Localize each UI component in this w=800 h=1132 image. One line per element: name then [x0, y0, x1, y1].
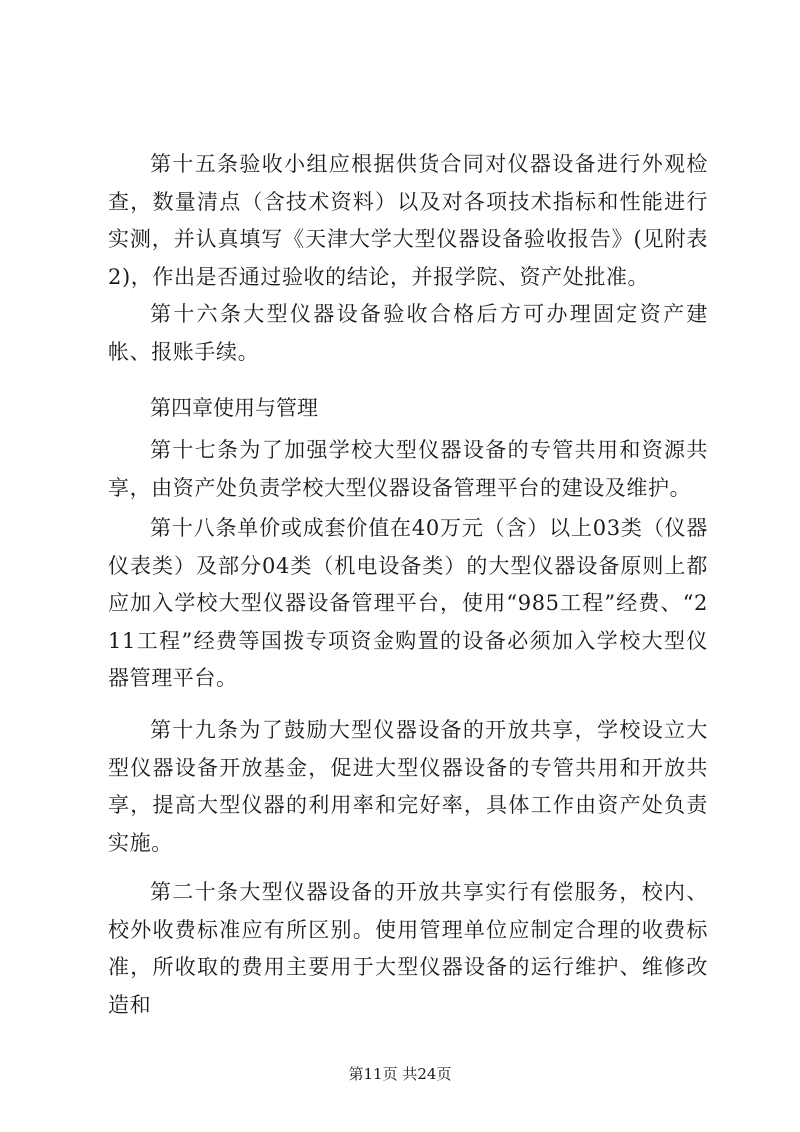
- article-16-paragraph: 第十六条大型仪器设备验收合格后方可办理固定资产建帐、报账手续。: [108, 302, 708, 364]
- chapter-4-heading: 第四章使用与管理: [150, 396, 318, 420]
- article-19-paragraph: 第十九条为了鼓励大型仪器设备的开放共享，学校设立大型仪器设备开放基金，促进大型仪器设备的专管共用和开放共享，提高大型仪器的利用率和完好率，具体工作由资产处负责实施。: [108, 718, 708, 855]
- article-18-paragraph: 第十八条单价或成套价值在40万元（含）以上03类（仪器仪表类）及部分04类（机电设备类）的大型仪器设备原则上都应加入学校大型仪器设备管理平台，使用“985工程”经费、“211工程”经费等国拨专项资金购置的设备必须加入学校大型仪器管理平台。: [108, 516, 708, 690]
- article-20-paragraph: 第二十条大型仪器设备的开放共享实行有偿服务，校内、校外收费标准应有所区别。使用管理单位应制定合理的收费标准，所收取的费用主要用于大型仪器设备的运行维护、维修改造和: [108, 880, 708, 1017]
- article-15-paragraph: 第十五条验收小组应根据供货合同对仪器设备进行外观检查，数量清点（含技术资料）以及对各项技术指标和性能进行实测，并认真填写《天津大学大型仪器设备验收报告》(见附表2)，作出是否通过验收的结论，并报学院、资产处批准。: [108, 152, 708, 289]
- page-number-footer: 第11页 共24页: [348, 1065, 452, 1083]
- article-17-paragraph: 第十七条为了加强学校大型仪器设备的专管共用和资源共享，由资产处负责学校大型仪器设备管理平台的建设及维护。: [108, 438, 708, 500]
